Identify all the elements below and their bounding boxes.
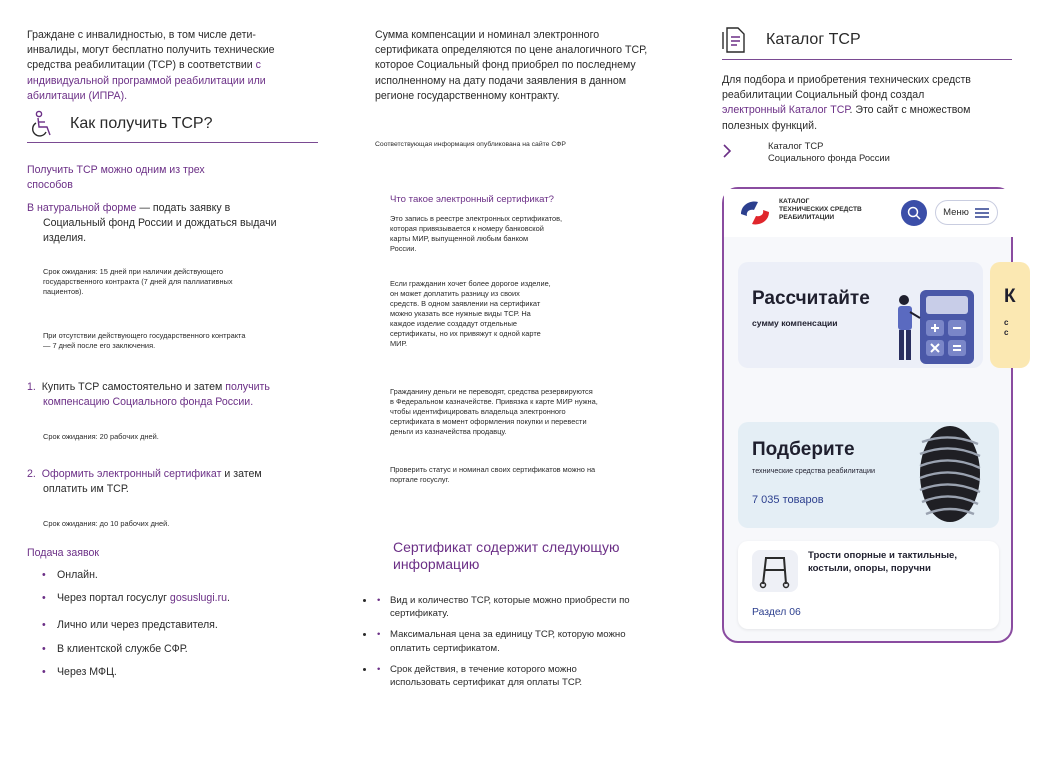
card-title: К [1004,286,1016,307]
catalog-logo-text [779,198,862,222]
list-number: 2. [27,468,36,480]
text-line: он может доплатить разницу из своих [390,289,520,298]
text-line [722,103,1017,118]
compensation-paragraph [375,28,675,104]
list-item-text: оплатить сертификатом. [390,642,500,654]
wait-line: — 7 дней после его заключения. [43,341,156,350]
contains-list [375,594,675,689]
chevron-right-icon [722,143,732,159]
wait-line: пациентов). [43,287,84,296]
select-card[interactable] [738,422,999,528]
natural-form-link[interactable]: В натуральной форме [27,202,137,214]
list-item [375,594,675,620]
wait-line: Срок ожидания: 15 дней при наличии действующего [43,267,224,276]
apply-list [27,568,327,680]
intro-line: Граждане с инвалидностью, в том числе дети- [27,29,256,41]
card-title: Подберите [752,439,855,460]
way-text: — подать заявку в [136,202,231,214]
gosuslugi-link[interactable]: gosuslugi.ru [169,592,228,605]
list-item: • В клиентской службе СФР. [27,642,327,657]
list-item [27,591,327,606]
text-line: чтобы идентифицировать владельца электронного [390,407,566,416]
category-card[interactable] [738,541,999,629]
card-subtitle: технические средства реабилитации [752,466,876,475]
text-line: Проверить статус и номинал своих сертификатов можно на [390,465,596,474]
list-item-text: . [227,592,230,605]
catalog-sfr-link-text [768,140,890,164]
section-title: Как получить ТСР? [70,115,213,132]
sfr-note: Соответствующая информация опубликована на сайте СФР [375,141,566,148]
heading-line: информацию [393,556,480,572]
card-subtitle-line: с [1004,328,1009,337]
list-item-text: • • Максимальная цена за единицу ТСР, которую можно [390,629,626,641]
list-item-text: использовать сертификат для оплаты ТСР. [390,677,583,689]
list-item-text: сертификату. [390,608,449,620]
text-line: сертификата в момент оформления покупки и перевести [390,417,587,426]
logo-line: ТЕХНИЧЕСКИХ СРЕДСТВ [779,206,862,213]
card-title-line: костыли, опоры, поручни [808,562,931,574]
walker-thumb [752,550,798,592]
way-compensation [27,380,322,410]
card-title-line: Трости опорные и тактильные, [808,550,958,561]
card-subtitle: сумму компенсации [752,318,838,328]
text-line: МИР. [390,339,408,348]
heading-line: Получить ТСР можно одним из трех [27,164,205,176]
way-text: Социальный фонд России и дождаться выдачи [43,217,277,230]
heading-line: Сертификат содержит следующую [393,539,620,555]
way-line [27,380,322,395]
wait-line: При отсутствии действующего государственного контракта [43,331,246,340]
compensation-link[interactable]: компенсацию Социального фонда России [43,396,251,409]
text-line: которая привязывается к номеру банковской [390,224,544,233]
sfr-logo-icon [738,198,772,228]
intro-text: средства реабилитации (ТСР) в соответствии [27,59,256,72]
text-line: Это запись в реестре электронных сертификатов, [390,214,563,223]
way-certificate [27,467,322,497]
list-item-text: Через портал госуслуг [57,592,170,605]
list-number: 1. [27,381,36,393]
intro-line [27,58,322,73]
document-icon [722,27,746,53]
wait-time-1 [43,267,328,297]
certificate-para-3 [390,387,680,437]
section-label: Раздел 06 [752,607,801,618]
card-subtitle-line: с [1004,318,1009,327]
divider [722,59,1012,60]
contains-heading [393,539,620,573]
text-line: средств. В одном заявлении на сертификат [390,299,541,308]
section-header-how-to-get [30,110,213,138]
way-line [27,467,322,482]
text-line: каждое изделие создадут отдельные [390,319,518,328]
list-item-text: • • Вид и количество ТСР, которые можно приобрести по [390,595,630,606]
way-text: изделия. [43,232,87,245]
phone-header [724,189,1013,237]
heading-line: способов [27,179,73,192]
text-line: Гражданину деньги не переводят, средства резервируются [390,387,593,396]
text-line: реабилитации Социальный фонд создал [722,89,925,102]
text-line: карты МИР, выпущенной любым банком [390,234,529,243]
logo-line: РЕАБИЛИТАЦИИ [779,214,835,221]
list-item: • Через МФЦ. [27,665,327,680]
text-line: Если гражданин хочет более дорогое изделие, [390,279,551,288]
logo-line: КАТАЛОГ [779,198,810,205]
menu-button[interactable] [935,200,998,225]
catalog-link[interactable]: электронный Каталог ТСР [722,104,850,117]
search-icon [901,200,927,226]
intro-paragraph [27,28,322,104]
certificate-para-4 [390,465,680,485]
text-line: можно указать все нужные виды ТСР. На [390,309,531,318]
next-card-peek[interactable] [990,262,1030,368]
text-line: сертификата определяются по цене аналогичного ТСР, [375,44,648,57]
ipra-link[interactable]: абилитации (ИПРА). [27,89,128,102]
section-title: Каталог ТСР [766,31,861,48]
way-text: . [250,396,254,409]
certificate-question: Что такое электронный сертификат? [390,194,554,205]
list-item [375,628,675,654]
way-text: Купить ТСР самостоятельно и затем [41,381,226,393]
list-item-text: • • Срок действия, в течение которого можно [390,663,577,675]
list-item [375,663,675,689]
list-item: • Лично или через представителя. [27,618,327,633]
certificate-para-1 [390,214,675,254]
way-natural [27,201,322,247]
link-line: Социального фонда России [768,152,890,163]
text-line: Сумма компенсации и номинал электронного [375,29,600,41]
text-line: полезных функций. [722,119,818,132]
wait-line: государственного контракта (7 дней для паллиативных [43,277,233,286]
text-line: сертификаты, но их привяжут к одной карте [390,329,541,338]
wait-time-3: Срок ожидания: 20 рабочих дней. [43,432,159,441]
ipra-link[interactable]: индивидуальной программой реабилитации или [27,74,266,87]
text-line: Для подбора и приобретения технических средств [722,74,971,86]
divider [27,142,318,143]
apply-heading: Подача заявок [27,547,99,559]
section-header-catalog [722,27,861,53]
text-line: . Это сайт с множеством [849,104,971,117]
menu-label: Меню [943,207,969,218]
search-button[interactable] [901,200,927,226]
text-line: в Федеральном казначействе. Привязка к карте МИР нужна, [390,397,598,406]
hamburger-icon [974,207,990,219]
text-line: регионе государственному контракту. [375,89,560,102]
wait-time-2 [43,331,333,351]
certificate-link[interactable]: Оформить электронный сертификат [41,468,222,480]
intro-line: инвалиды, могут бесплатно получить технические [27,44,275,57]
ipra-link[interactable]: с [255,59,261,72]
calculator-illustration-icon [888,278,978,368]
wait-time-4: Срок ожидания: до 10 рабочих дней. [43,519,170,528]
walker-icon [752,550,798,592]
way-line [27,201,322,216]
calculate-card[interactable] [738,262,983,368]
card-subtitle [1004,318,1008,338]
wheelchair-icon [30,110,56,138]
text-line: России. [390,244,417,253]
text-line: исполненному на дату подачи заявления в данном [375,74,627,87]
card-title [808,550,957,575]
text-line: деньги из казначейства продавцу. [390,427,507,436]
spring-illustration-icon [880,422,1000,528]
catalog-sfr-link[interactable] [722,140,890,164]
catalog-phone-mockup [722,187,1016,643]
catalog-paragraph [722,73,1017,134]
compensation-link[interactable]: получить [225,381,270,393]
card-title: Рассчитайте [752,288,870,309]
text-line: которое Социальный фонд приобрел по последнему [375,59,636,72]
link-line: Каталог ТСР [768,140,824,151]
three-ways-heading [27,163,205,193]
text-line: портале госуслуг. [390,475,450,484]
way-text: и затем [221,468,262,480]
certificate-para-2 [390,279,675,349]
product-count: 7 035 товаров [752,494,824,506]
way-text: оплатить им ТСР. [43,483,129,496]
list-item: • Онлайн. [27,568,327,583]
